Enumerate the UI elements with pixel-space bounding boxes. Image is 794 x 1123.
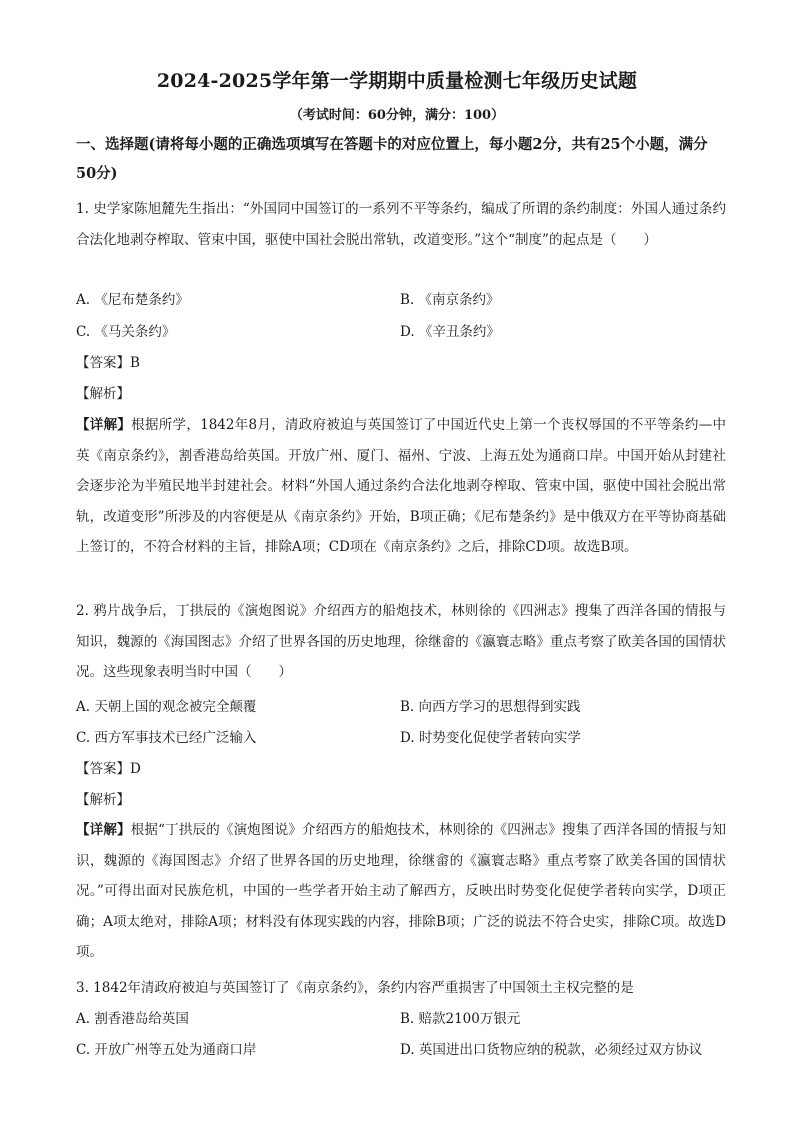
- question-3-option-b: B. 赔款2100万银元: [400, 1011, 521, 1027]
- question-2-stem: 2. 鸦片战争后，丁拱辰的《演炮图说》介绍西方的船炮技术，林则徐的《四洲志》搜集了西洋各国的情报与知识，魏源的《海国图志》介绍了世界各国的历史地理，徐继畲的《瀛寰志略》重点考察了欧美各国的国情状况。这些现象表明当时中国（ ）: [76, 603, 726, 680]
- question-1-detail-tag: 【详解】: [76, 417, 132, 433]
- question-3-stem: 3. 1842年清政府被迫与英国签订了《南京条约》，条约内容严重损害了中国领土主权完整的是: [76, 980, 634, 996]
- question-1-stem: 1. 史学家陈旭麓先生指出：“外国同中国签订的一系列不平等条约，编成了所谓的条约制度：外国人通过条约合法化地剥夺榨取、管束中国，驱使中国社会脱出常轨，改道变形。”这个“制度”的起点是（ ）: [76, 201, 726, 248]
- question-2-option-d: D. 时势变化促使学者转向实学: [400, 730, 581, 746]
- question-2-analysis-label: 【解析】: [76, 792, 130, 808]
- question-2-option-a: A. 天朝上国的观念被完全颠覆: [76, 699, 257, 715]
- question-2-option-c: C. 西方军事技术已经广泛输入: [76, 730, 257, 746]
- exam-subtitle: （考试时间：60分钟，满分：100）: [289, 108, 505, 123]
- question-1-analysis-label: 【解析】: [76, 386, 130, 402]
- question-2-answer: 【答案】D: [76, 761, 141, 777]
- question-2-detail-tag: 【详解】: [76, 822, 131, 838]
- question-2-detail: [76, 815, 726, 968]
- question-1-detail: [76, 410, 726, 563]
- question-3-option-c: C. 开放广州等五处为通商口岸: [76, 1042, 257, 1058]
- exam-title: 2024-2025学年第一学期期中质量检测七年级历史试题: [156, 70, 638, 92]
- question-1-detail-text: 根据所学，1842年8月，清政府被迫与英国签订了中国近代史上第一个丧权辱国的不平等条约—中英《南京条约》，割香港岛给英国。开放广州、厦门、福州、宁波、上海五处为通商口岸。中国开始从封建社会逐步沦为半殖民地半封建社会。材料“外国人通过条约合法化地剥夺榨取、管束中国，驱使中国社会脱出常轨，改道变形”所涉及的内容便是从《南京条约》开始，B项正确；《尼布楚条约》是中俄双方在平等协商基础上签订的，不符合材料的主旨，排除A项；CD项在《南京条约》之后，排除CD项。故选B项。: [76, 417, 727, 555]
- question-1-answer: 【答案】B: [76, 355, 140, 371]
- question-2-option-b: B. 向西方学习的思想得到实践: [400, 699, 581, 715]
- question-2-detail-text: 根据“丁拱辰的《演炮图说》介绍西方的船炮技术，林则徐的《四洲志》搜集了西洋各国的情报与知识，魏源的《海国图志》介绍了世界各国的历史地理，徐继畲的《瀛寰志略》重点考察了欧美各国的国情状况。”可得出面对民族危机，中国的一些学者开始主动了解西方，反映出时势变化促使学者转向实学，D项正确；A项太绝对，排除A项；材料没有体现实践的内容，排除B项；广泛的说法不符合史实，排除C项。故选D项。: [76, 822, 726, 960]
- question-1-option-b: B. 《南京条约》: [400, 292, 500, 308]
- question-3-option-a: A. 割香港岛给英国: [76, 1011, 189, 1027]
- section-heading: 一、选择题(请将每小题的正确选项填写在答题卡的对应位置上，每小题2分，共有25个小题，满分50分): [76, 136, 708, 182]
- question-1-option-a: A. 《尼布楚条约》: [76, 292, 189, 308]
- question-1-option-d: D. 《辛丑条约》: [400, 324, 500, 340]
- question-3-option-d: D. 英国进出口货物应纳的税款，必须经过双方协议: [400, 1042, 703, 1058]
- question-1-option-c: C. 《马关条约》: [76, 324, 176, 340]
